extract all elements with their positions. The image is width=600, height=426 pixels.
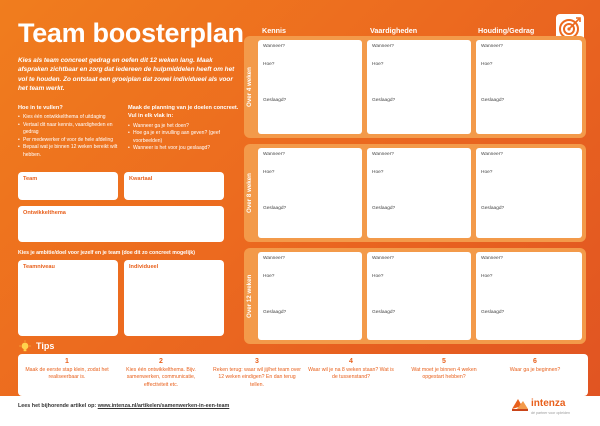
how-to-fill-heading: Hoe in te vullen? bbox=[18, 105, 63, 111]
tip-number: 3 bbox=[255, 358, 259, 365]
row-label-8-weken: Over 8 weken bbox=[246, 173, 253, 213]
plan-cell[interactable] bbox=[476, 252, 582, 340]
tip-number: 4 bbox=[349, 358, 353, 365]
planning-item: • Wanneer ga je het doen? bbox=[128, 123, 240, 131]
row-label-4-weken: Over 4 weken bbox=[246, 67, 253, 107]
cell-how-label: Hoe? bbox=[263, 62, 275, 67]
cell-when-label: Wanneer? bbox=[372, 256, 394, 261]
ontwikkelthema-label: Ontwikkelthema bbox=[23, 210, 66, 216]
intro-text: Kies als team concreet gedrag en oefen dit 12 weken lang. Maak afspraken zichtbaar en zorg dat iedereen de hulpmiddelen heeft om het vol te houden. Zo ontstaat een groeiplan dat zowel individueel als voor het team werkt. bbox=[18, 57, 235, 92]
plan-cell[interactable] bbox=[258, 40, 362, 134]
ontwikkelthema-field[interactable] bbox=[18, 206, 224, 242]
planning-item: • Wanneer is het voor jou geslaagd? bbox=[128, 145, 240, 153]
cell-when-label: Wanneer? bbox=[481, 152, 503, 157]
footer-text bbox=[18, 403, 229, 409]
tip-text: Waar wil je na 8 weken staan? Wat is de tussenstand? bbox=[308, 367, 394, 381]
tip-text: Waar ga je beginnen? bbox=[509, 367, 561, 373]
how-to-fill-item: • Vertaal dit naar kennis, vaardigheden en gedrag bbox=[18, 122, 122, 137]
team-field[interactable] bbox=[18, 172, 118, 200]
how-to-fill-item: • Per medewerker of voor de hele afdeling bbox=[18, 137, 122, 145]
lightbulb-icon bbox=[18, 340, 32, 354]
tip-text: Reken terug: waar wil jij/het team over 12 weken eindigen? En dan terug tellen. bbox=[213, 367, 301, 388]
tip-item bbox=[212, 358, 302, 389]
planning-item: • Hoe ga je er invulling aan geven? (geef voorbeelden) bbox=[128, 130, 240, 145]
how-to-fill-item: • Bepaal wat je binnen 12 weken bereikt wilt hebben. bbox=[18, 144, 122, 159]
cell-success-label: Geslaagd? bbox=[263, 98, 287, 103]
individueel-field[interactable] bbox=[124, 260, 224, 336]
cell-how-label: Hoe? bbox=[481, 274, 493, 279]
cell-success-label: Geslaagd? bbox=[481, 206, 505, 211]
cell-how-label: Hoe? bbox=[372, 62, 384, 67]
tips-title: Tips bbox=[36, 341, 55, 351]
cell-when-label: Wanneer? bbox=[372, 44, 394, 49]
cell-success-label: Geslaagd? bbox=[263, 310, 287, 315]
cell-success-label: Geslaagd? bbox=[481, 98, 505, 103]
column-header-houding: Houding/Gedrag bbox=[478, 26, 535, 35]
kwartaal-label: Kwartaal bbox=[129, 176, 153, 182]
plan-cell[interactable] bbox=[258, 252, 362, 340]
tip-number: 6 bbox=[533, 358, 537, 365]
tip-number: 1 bbox=[65, 358, 69, 365]
tips-box bbox=[18, 354, 588, 396]
tip-item bbox=[402, 358, 486, 382]
cell-success-label: Geslaagd? bbox=[372, 98, 396, 103]
cell-when-label: Wanneer? bbox=[481, 44, 503, 49]
cell-when-label: Wanneer? bbox=[263, 152, 285, 157]
plan-cell[interactable] bbox=[367, 252, 471, 340]
plan-cell[interactable] bbox=[258, 148, 362, 238]
intenza-logo-icon bbox=[510, 397, 530, 413]
cell-success-label: Geslaagd? bbox=[263, 206, 287, 211]
plan-cell[interactable] bbox=[367, 148, 471, 238]
cell-when-label: Wanneer? bbox=[481, 256, 503, 261]
planning-section bbox=[128, 104, 240, 153]
tip-number: 5 bbox=[442, 358, 446, 365]
column-header-vaardigheden: Vaardigheden bbox=[370, 26, 418, 35]
cell-success-label: Geslaagd? bbox=[372, 310, 396, 315]
tip-text: Kies één ontwikkelthema. Bijv. samenwerken, communicatie, effectiviteit etc. bbox=[126, 367, 196, 388]
kwartaal-field[interactable] bbox=[124, 172, 224, 200]
page-title: Team boosterplan bbox=[18, 18, 244, 48]
how-to-fill-item: • Kies één ontwikkelthema of uitdaging bbox=[18, 114, 122, 122]
tip-item bbox=[24, 358, 110, 382]
teamniveau-label: Teamniveau bbox=[23, 264, 55, 270]
how-to-fill-section bbox=[18, 104, 122, 159]
cell-when-label: Wanneer? bbox=[372, 152, 394, 157]
tip-item bbox=[308, 358, 394, 382]
planning-heading: Maak de planning van je doelen concreet. Vul in elk vlak in: bbox=[128, 105, 239, 120]
cell-success-label: Geslaagd? bbox=[372, 206, 396, 211]
tip-text: Maak de eerste stap klein, zodat het realiseerbaar is. bbox=[25, 367, 109, 381]
individueel-label: Individueel bbox=[129, 264, 159, 270]
tip-item bbox=[500, 358, 570, 374]
plan-cell[interactable] bbox=[476, 40, 582, 134]
cell-when-label: Wanneer? bbox=[263, 44, 285, 49]
cell-how-label: Hoe? bbox=[263, 170, 275, 175]
cell-how-label: Hoe? bbox=[263, 274, 275, 279]
logo-tagline: dé partner voor opleiden bbox=[531, 411, 570, 415]
team-label: Team bbox=[23, 176, 38, 182]
cell-success-label: Geslaagd? bbox=[481, 310, 505, 315]
footer-prefix: Lees het bijhorende artikel op: bbox=[18, 403, 97, 409]
column-header-kennis: Kennis bbox=[262, 26, 286, 35]
tip-item bbox=[116, 358, 206, 389]
plan-cell[interactable] bbox=[367, 40, 471, 134]
cell-how-label: Hoe? bbox=[372, 170, 384, 175]
row-label-12-weken: Over 12 weken bbox=[246, 274, 253, 318]
cell-how-label: Hoe? bbox=[481, 62, 493, 67]
tip-text: Wat moet je binnen 4 weken opgestart hebben? bbox=[411, 367, 477, 381]
cell-when-label: Wanneer? bbox=[263, 256, 285, 261]
tip-number: 2 bbox=[159, 358, 163, 365]
plan-cell[interactable] bbox=[476, 148, 582, 238]
ambition-label: Kies je ambitie/doel voor jezelf en je team (doe dit zo concreet mogelijk) bbox=[18, 250, 195, 256]
cell-how-label: Hoe? bbox=[372, 274, 384, 279]
cell-how-label: Hoe? bbox=[481, 170, 493, 175]
logo-name: intenza bbox=[531, 398, 566, 409]
article-link[interactable]: www.intenza.nl/artikelen/samenwerken-in-een-team bbox=[97, 403, 230, 409]
teamniveau-field[interactable] bbox=[18, 260, 118, 336]
